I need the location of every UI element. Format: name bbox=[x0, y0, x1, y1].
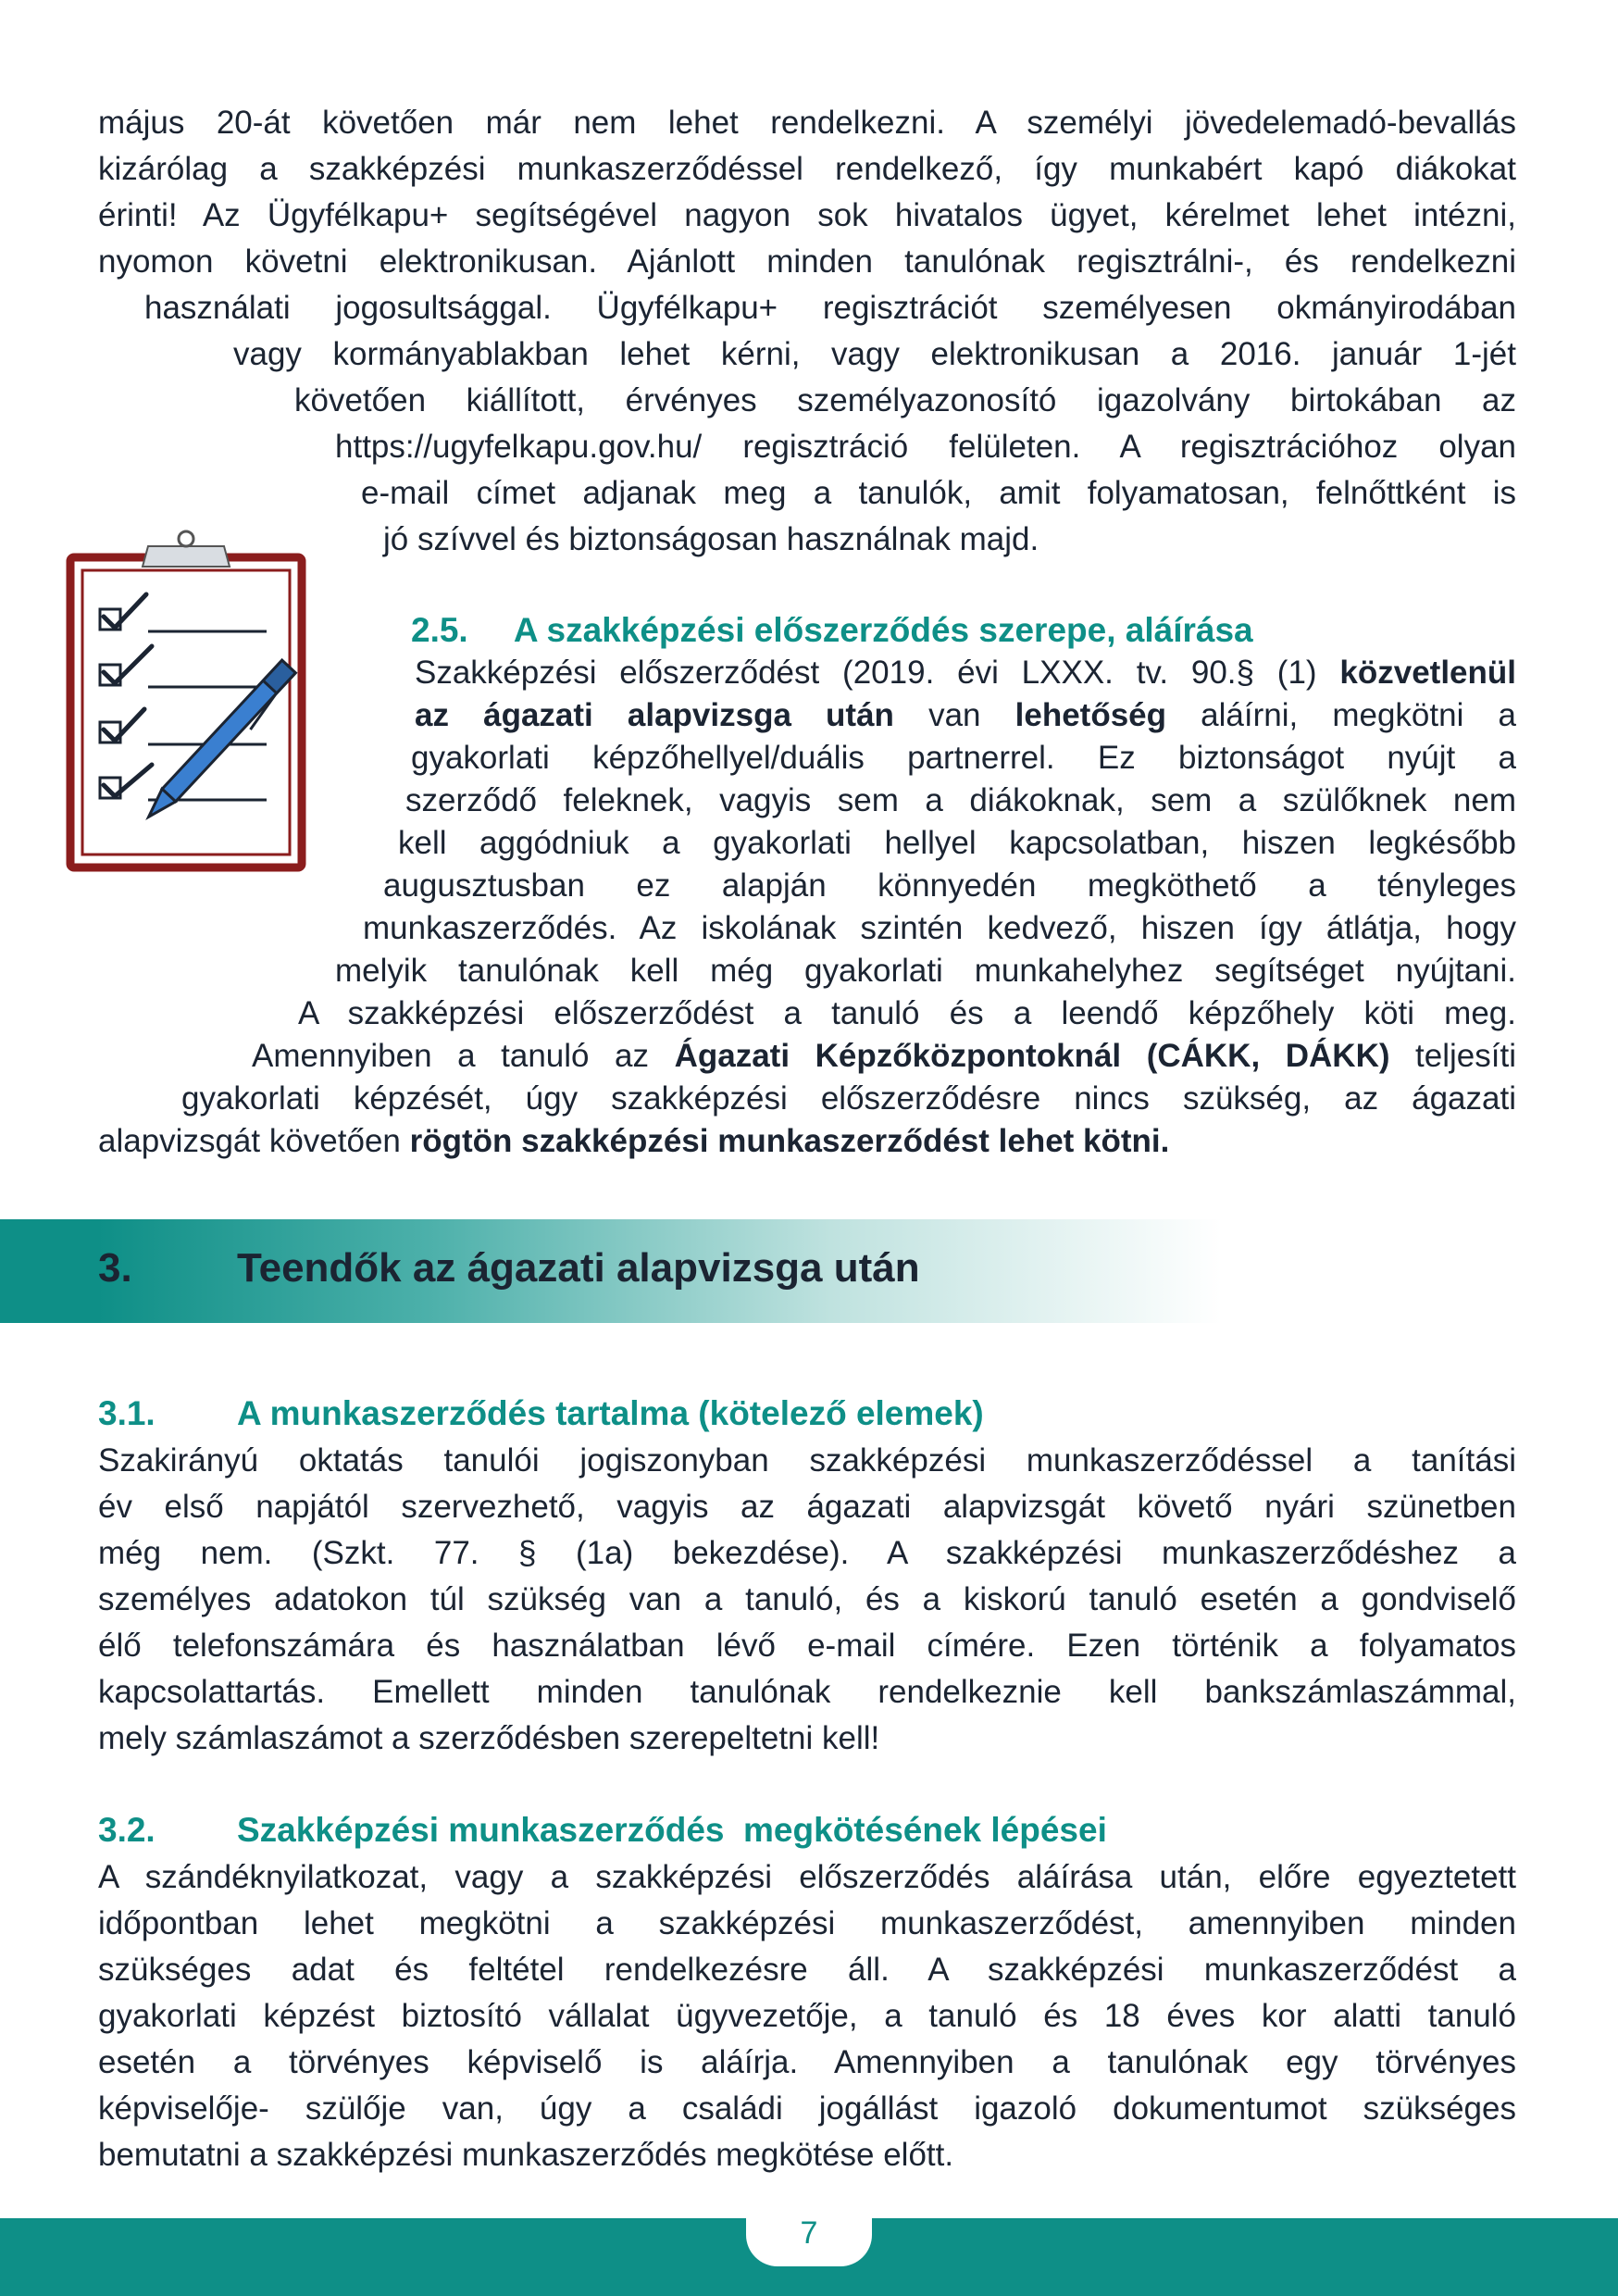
paragraph-line: gyakorlati képzőhellyel/duális partnerrel. Ez biztonságot nyújt a bbox=[411, 740, 1516, 776]
paragraph-line: még nem. (Szkt. 77. § (1a) bekezdése). A szakképzési munkaszerződéshez a bbox=[98, 1535, 1516, 1571]
intro-line: https://ugyfelkapu.gov.hu/ regisztráció felületen. A regisztrációhoz olyan bbox=[335, 429, 1516, 465]
intro-line: május 20-át követően már nem lehet rendelkezni. A személyi jövedelemadó-bevallás bbox=[98, 105, 1516, 141]
paragraph-line: A szándéknyilatkozat, vagy a szakképzési előszerződés aláírása után, előre egyeztetett bbox=[98, 1859, 1516, 1895]
section-title: Teendők az ágazati alapvizsga után bbox=[237, 1245, 920, 1291]
intro-line: vagy kormányablakban lehet kérni, vagy elektronikusan a 2016. január 1-jét bbox=[233, 336, 1516, 372]
section-title: A szakképzési előszerződés szerepe, aláírása bbox=[513, 611, 1253, 649]
section-2-5-heading bbox=[411, 607, 1253, 654]
paragraph-line: év első napjától szervezhető, vagyis az ágazati alapvizsgát követő nyári szünetben bbox=[98, 1489, 1516, 1525]
paragraph-line: személyes adatokon túl szükség van a tanuló, és a kiskorú tanuló esetén a gondviselő bbox=[98, 1581, 1516, 1617]
paragraph-line: szükséges adat és feltétel rendelkezésre áll. A szakképzési munkaszerződést a bbox=[98, 1952, 1516, 1988]
section-number: 2.5. bbox=[411, 611, 468, 649]
intro-line: követően kiállított, érvényes személyazonosító igazolvány birtokában az bbox=[294, 382, 1516, 418]
section-number: 3.2. bbox=[98, 1811, 156, 1849]
section-3-2-title: Szakképzési munkaszerződés megkötésének lépései bbox=[237, 1811, 1107, 1849]
paragraph-line: bemutatni a szakképzési munkaszerződés megkötése előtt. bbox=[98, 2137, 954, 2173]
paragraph-line: mely számlaszámot a szerződésben szerepeltetni kell! bbox=[98, 1720, 880, 1756]
paragraph-line: az ágazati alapvizsga után van lehetőség aláírni, megkötni a bbox=[415, 697, 1516, 733]
paragraph-line: időpontban lehet megkötni a szakképzési munkaszerződést, amennyiben minden bbox=[98, 1905, 1516, 1941]
paragraph-line: augusztusban ez alapján könnyedén megköthető a tényleges bbox=[383, 867, 1516, 904]
paragraph-line: melyik tanulónak kell még gyakorlati munkahelyhez segítséget nyújtani. bbox=[335, 953, 1516, 989]
intro-line: jó szívvel és biztonságosan használnak majd. bbox=[383, 521, 1039, 557]
paragraph-line: alapvizsgát követően rögtön szakképzési munkaszerződést lehet kötni. bbox=[98, 1123, 1170, 1159]
paragraph-line: kell aggódniuk a gyakorlati hellyel kapcsolatban, hiszen legkésőbb bbox=[398, 825, 1516, 861]
section-number: 3. bbox=[98, 1245, 132, 1291]
paragraph-line: Szakképzési előszerződést (2019. évi LXXX. tv. 90.§ (1) közvetlenül bbox=[415, 655, 1516, 691]
paragraph-line: Szakirányú oktatás tanulói jogiszonyban szakképzési munkaszerződéssel a tanítási bbox=[98, 1442, 1516, 1479]
paragraph-line: Amennyiben a tanuló az Ágazati Képzőközpontoknál (CÁKK, DÁKK) teljesíti bbox=[252, 1038, 1516, 1074]
clipboard-checklist-pen-icon bbox=[56, 528, 333, 880]
paragraph-line: gyakorlati képzést biztosító vállalat ügyvezetője, a tanuló és 18 éves kor alatti tanuló bbox=[98, 1998, 1516, 2034]
intro-line: használati jogosultsággal. Ügyfélkapu+ regisztrációt személyesen okmányirodában bbox=[144, 290, 1516, 326]
section-3-1-title: A munkaszerződés tartalma (kötelező elemek) bbox=[237, 1394, 984, 1432]
paragraph-line: kapcsolattartás. Emellett minden tanulónak rendelkeznie kell bankszámlaszámmal, bbox=[98, 1674, 1516, 1710]
paragraph-line: A szakképzési előszerződést a tanuló és a leendő képzőhely köti meg. bbox=[298, 995, 1516, 1031]
section-3-2-heading bbox=[98, 1807, 156, 1853]
page-number: 7 bbox=[746, 2200, 872, 2266]
intro-line: érinti! Az Ügyfélkapu+ segítségével nagyon sok hivatalos ügyet, kérelmet lehet intézni, bbox=[98, 197, 1516, 233]
intro-line: nyomon követni elektronikusan. Ajánlott minden tanulónak regisztrálni-, és rendelkezni bbox=[98, 243, 1516, 280]
intro-line: kizárólag a szakképzési munkaszerződéssel rendelkező, így munkabért kapó diákokat bbox=[98, 151, 1516, 187]
paragraph-line: szerződő feleknek, vagyis sem a diákoknak, sem a szülőknek nem bbox=[405, 782, 1516, 818]
paragraph-line: képviselője- szülője van, úgy a családi jogállást igazoló dokumentumot szükséges bbox=[98, 2090, 1516, 2127]
section-3-banner bbox=[0, 1219, 1222, 1323]
section-3-1-heading bbox=[98, 1391, 156, 1437]
paragraph-line: gyakorlati képzését, úgy szakképzési előszerződésre nincs szükség, az ágazati bbox=[181, 1080, 1516, 1117]
paragraph-line: esetén a törvényes képviselő is aláírja. Amennyiben a tanulónak egy törvényes bbox=[98, 2044, 1516, 2080]
paragraph-line: munkaszerződés. Az iskolának szintén kedvező, hiszen így átlátja, hogy bbox=[363, 910, 1516, 946]
section-number: 3.1. bbox=[98, 1394, 156, 1432]
paragraph-line: élő telefonszámára és használatban lévő e-mail címére. Ezen történik a folyamatos bbox=[98, 1628, 1516, 1664]
intro-line: e-mail címet adjanak meg a tanulók, amit folyamatosan, felnőttként is bbox=[361, 475, 1516, 511]
